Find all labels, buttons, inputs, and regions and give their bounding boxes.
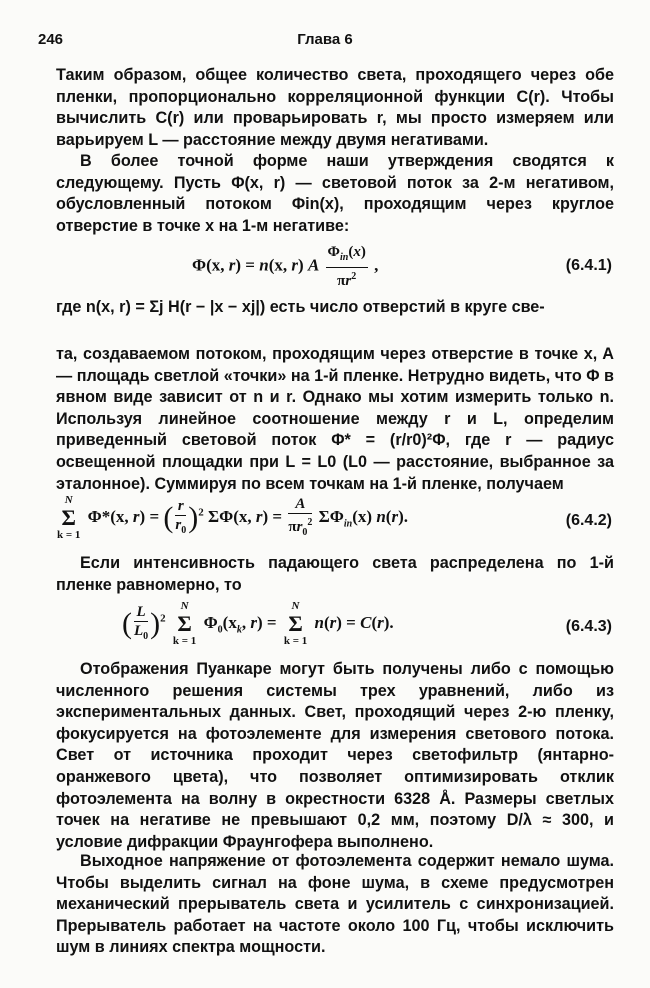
- equation-number-3: (6.4.3): [565, 618, 612, 635]
- equation-6-4-1: Φ(x, r) = n(x, r) A $\frac{\Phi_{in}(x)}{\pi r^2}$ ,: [192, 244, 379, 289]
- paragraph-3-first-line: где n(x, r) = Σj H(r − |x − xj|) есть число отверстий в круге све-: [56, 298, 545, 316]
- equation-6-4-3: ( $\frac{L}{L_0}$ )$^2$ N Σ k = 1 $\Phi_0(x_k$, r) = N Σ k = 1 n(r) = C(r).: [122, 600, 394, 647]
- paragraph-4: Если интенсивность падающего света распределена по 1-й пленке равномерно, то: [56, 554, 614, 594]
- paragraph-6: Выходное напряжение от фотоэлемента содержит немало шума. Чтобы выделить сигнал на фоне шума, в схеме предусмотрен механический прерыватель света и усилитель с синхронизацией. Прерыватель работает на частоте около 100 Гц, чтобы исключить шум в линиях спектра мощности.: [56, 852, 614, 957]
- equation-6-4-2: N Σ k = 1 Φ*(x, r) = ( $\frac{r}{r_0}$ )$^2$ ΣΦ(x, r) = $\frac{A}{\pi r_0^2}$ $\Sigma\Phi_{in}(x)$ n(r).: [57, 494, 408, 541]
- paragraph-1: Таким образом, общее количество света, проходящего через обе пленки, пропорционально корреляционной функции C(r). Чтобы вычислить C(r) или проварьировать r, мы просто измеряем или варьируем L — расстояние между двумя негативами.: [56, 66, 614, 149]
- chapter-title: Глава 6: [297, 31, 353, 48]
- paragraph-2: В более точной форме наши утверждения сводятся к следующему. Пусть Φ(x, r) — световой поток за 2-м негативом, обусловленный потоком Φin(x), проходящим через круглое отверстие в точке x на 1-м негативе:: [56, 152, 614, 235]
- paragraph-5: Отображения Пуанкаре могут быть получены либо с помощью численного решения системы трех уравнений, либо из экспериментальных данных. Свет, проходящий через 2-ю пленку, фокусируется на фотоэлементе для измерения светового потока. Свет от источника проходит через светофильтр (янтарно-оранжевого цвета), что позволяет оптимизировать отклик фотоэлемента на волну в окрестности 6328 Å. Размеры светлых точек на негативе не превышают 0,2 мм, поэтому D/λ ≈ 300, и условие дифракции Фраунгофера выполнено.: [56, 660, 614, 851]
- equation-number-2: (6.4.2): [565, 512, 612, 529]
- paragraph-3: та, создаваемом потоком, проходящим через отверстие в точке x, A — площадь светлой «точки» на 1-й пленке. Нетрудно видеть, что Φ в явном виде зависит от n и r. Однако мы хотим измерить только n. Используя линейное соотношение между r и L, определим приведенный световой поток Φ* = (r/r0)²Φ, где r — радиус освещенной площадки при L = L0 (L0 — расстояние, выбранное за эталонное). Суммируя по всем точкам на 1-й пленке, получаем: [56, 345, 614, 493]
- equation-number-1: (6.4.1): [565, 257, 612, 274]
- page-number: 246: [38, 31, 64, 48]
- page-header: [38, 31, 612, 51]
